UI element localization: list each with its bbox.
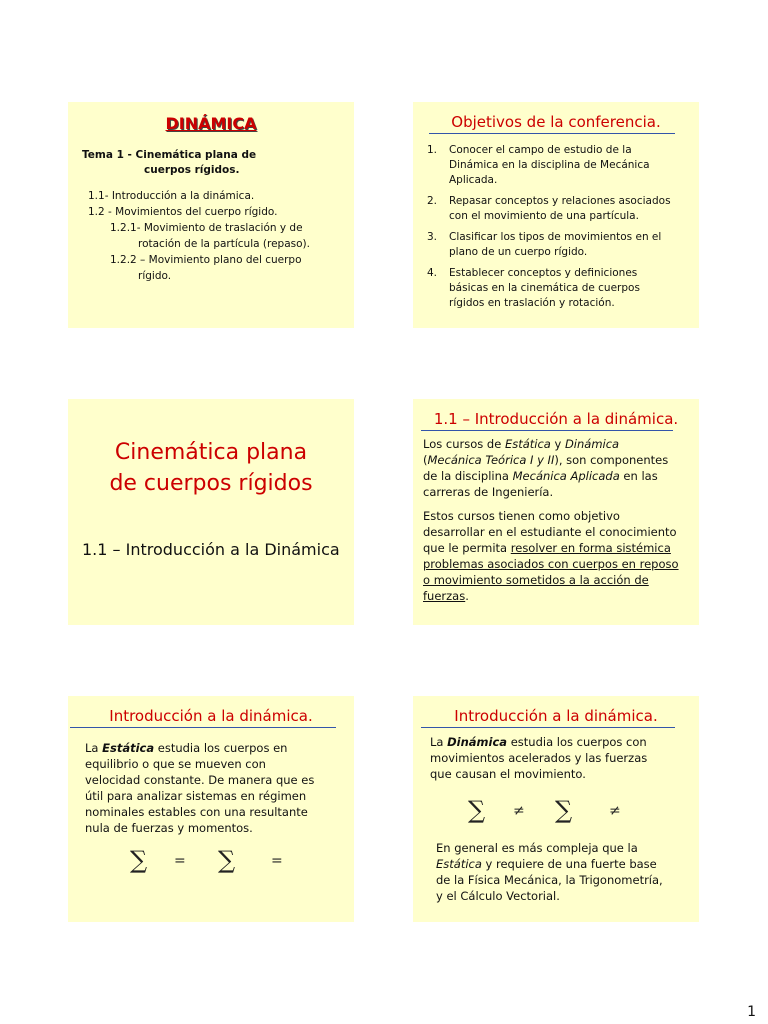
- text: Estos cursos tienen como objetivo: [423, 509, 620, 523]
- item-line: rígidos en traslación y rotación.: [449, 297, 615, 309]
- list-item: [427, 230, 689, 260]
- item-number: 4.: [427, 267, 438, 279]
- text: velocidad constante. De manera que es: [85, 773, 315, 787]
- text: estudia los cuerpos con: [507, 735, 647, 749]
- page-number: 1: [747, 1004, 756, 1020]
- item-line: Conocer el campo de estudio de la: [449, 144, 632, 156]
- item-line: Dinámica en la disciplina de Mecánica: [449, 159, 650, 171]
- text: La: [85, 741, 103, 755]
- item-text: [449, 266, 640, 311]
- underlined-text: resolver en forma sistémica: [510, 541, 671, 555]
- text: La: [430, 735, 448, 749]
- sigma-symbol: ∑: [218, 846, 236, 874]
- equals-symbol: =: [271, 853, 283, 869]
- slide-introduccion: [413, 399, 699, 625]
- toc-item: rígido.: [138, 270, 172, 282]
- item-text: [449, 230, 661, 260]
- text: de la disciplina: [423, 469, 513, 483]
- slide-objetivos: [413, 102, 699, 328]
- toc-item: 1.2 - Movimientos del cuerpo rígido.: [88, 206, 278, 218]
- item-line: plano de un cuerpo rígido.: [449, 246, 588, 258]
- text: Los cursos de: [423, 437, 505, 451]
- underlined-text: o movimiento sometidos a la acción de: [423, 573, 649, 587]
- emphasis: Mecánica Aplicada: [512, 469, 620, 483]
- underlined-text: problemas asociados con cuerpos en reposo: [423, 557, 679, 571]
- title-underline: [70, 727, 336, 728]
- item-line: básicas en la cinemática de cuerpos: [449, 282, 640, 294]
- text: nominales estables con una resultante: [85, 805, 308, 819]
- text: y: [550, 437, 565, 451]
- text: útil para analizar sistemas en régimen: [85, 789, 307, 803]
- text: en las: [619, 469, 658, 483]
- list-item: [427, 194, 689, 224]
- item-line: con el movimiento de una partícula.: [449, 210, 639, 222]
- slide-title: Objetivos de la conferencia.: [451, 113, 661, 131]
- text: que causan el movimiento.: [430, 767, 586, 781]
- emphasis: Mecánica Teórica I y II: [427, 453, 555, 467]
- slide-body-continued: [436, 840, 687, 904]
- toc-item: 1.2.2 – Movimiento plano del cuerpo: [110, 254, 302, 266]
- emphasis: Estática: [504, 437, 551, 451]
- toc-item: 1.1- Introducción a la dinámica.: [88, 190, 255, 202]
- title-underline: [429, 133, 675, 134]
- emphasis: Estática: [102, 741, 155, 755]
- underlined-text: fuerzas: [423, 589, 466, 603]
- topic-heading: [82, 148, 256, 178]
- title-underline: [421, 430, 673, 431]
- section-title-line: de cuerpos rígidos: [109, 471, 313, 496]
- text: estudia los cuerpos en: [154, 741, 288, 755]
- equals-symbol: =: [174, 853, 186, 869]
- emphasis: Dinámica: [564, 437, 620, 451]
- text: (: [423, 453, 428, 467]
- text: carreras de Ingeniería.: [423, 485, 554, 499]
- text: movimientos acelerados y las fuerzas: [430, 751, 648, 765]
- sigma-symbol: ∑: [468, 796, 486, 824]
- item-line: Clasificar los tipos de movimientos en el: [449, 231, 662, 243]
- section-title-line: Cinemática plana: [114, 440, 308, 465]
- text: nula de fuerzas y momentos.: [85, 821, 253, 835]
- slide-title: Introducción a la dinámica.: [454, 707, 658, 725]
- not-equal-symbol: ≠: [609, 803, 621, 819]
- slide-estatica: [68, 696, 354, 922]
- text: desarrollar en el estudiante el conocimiento: [423, 525, 677, 539]
- section-title: [68, 437, 354, 499]
- toc-item: rotación de la partícula (repaso).: [138, 238, 310, 250]
- text: y el Cálculo Vectorial.: [436, 889, 560, 903]
- item-line: Aplicada.: [449, 174, 498, 186]
- item-number: 3.: [427, 231, 438, 243]
- item-number: 2.: [427, 195, 438, 207]
- item-number: 1.: [427, 144, 438, 156]
- sigma-symbol: ∑: [130, 846, 148, 874]
- item-line: Repasar conceptos y relaciones asociados: [449, 195, 671, 207]
- paragraph: [423, 508, 689, 604]
- slide-body: [423, 436, 689, 612]
- item-text: [449, 194, 671, 224]
- list-item: [427, 143, 689, 188]
- sigma-symbol: ∑: [555, 796, 573, 824]
- slide-body: [430, 734, 687, 782]
- topic-line-1: Tema 1 - Cinemática plana de: [82, 149, 257, 161]
- slide-dinamica: [413, 696, 699, 922]
- text: equilibrio o que se mueven con: [85, 757, 266, 771]
- emphasis: Dinámica: [447, 735, 508, 749]
- slide-title: Introducción a la dinámica.: [109, 707, 313, 725]
- item-line: Establecer conceptos y definiciones: [449, 267, 638, 279]
- slide-title: DINÁMICA: [165, 114, 257, 133]
- list-item: [427, 266, 689, 311]
- text: ), son componentes: [554, 453, 669, 467]
- section-subtitle: 1.1 – Introducción a la Dinámica: [82, 540, 340, 559]
- emphasis: Estática: [436, 857, 482, 871]
- table-of-contents: [88, 188, 310, 284]
- text: y requiere de una fuerte base: [481, 857, 657, 871]
- title-underline: [421, 727, 675, 728]
- topic-line-2: cuerpos rígidos.: [144, 164, 240, 176]
- slide-dinamica-overview: [68, 102, 354, 328]
- objectives-list: [427, 143, 689, 317]
- toc-item: 1.2.1- Movimiento de traslación y de: [110, 222, 303, 234]
- slide-title: 1.1 – Introducción a la dinámica.: [433, 410, 679, 428]
- text: que le permita: [423, 541, 511, 555]
- text: .: [465, 589, 469, 603]
- item-text: [449, 143, 650, 188]
- slide-body: [85, 740, 342, 836]
- paragraph: [423, 436, 689, 500]
- not-equal-symbol: ≠: [513, 803, 525, 819]
- text: de la Física Mecánica, la Trigonometría,: [436, 873, 663, 887]
- text: En general es más compleja que la: [436, 841, 638, 855]
- slide-section-title: [68, 399, 354, 625]
